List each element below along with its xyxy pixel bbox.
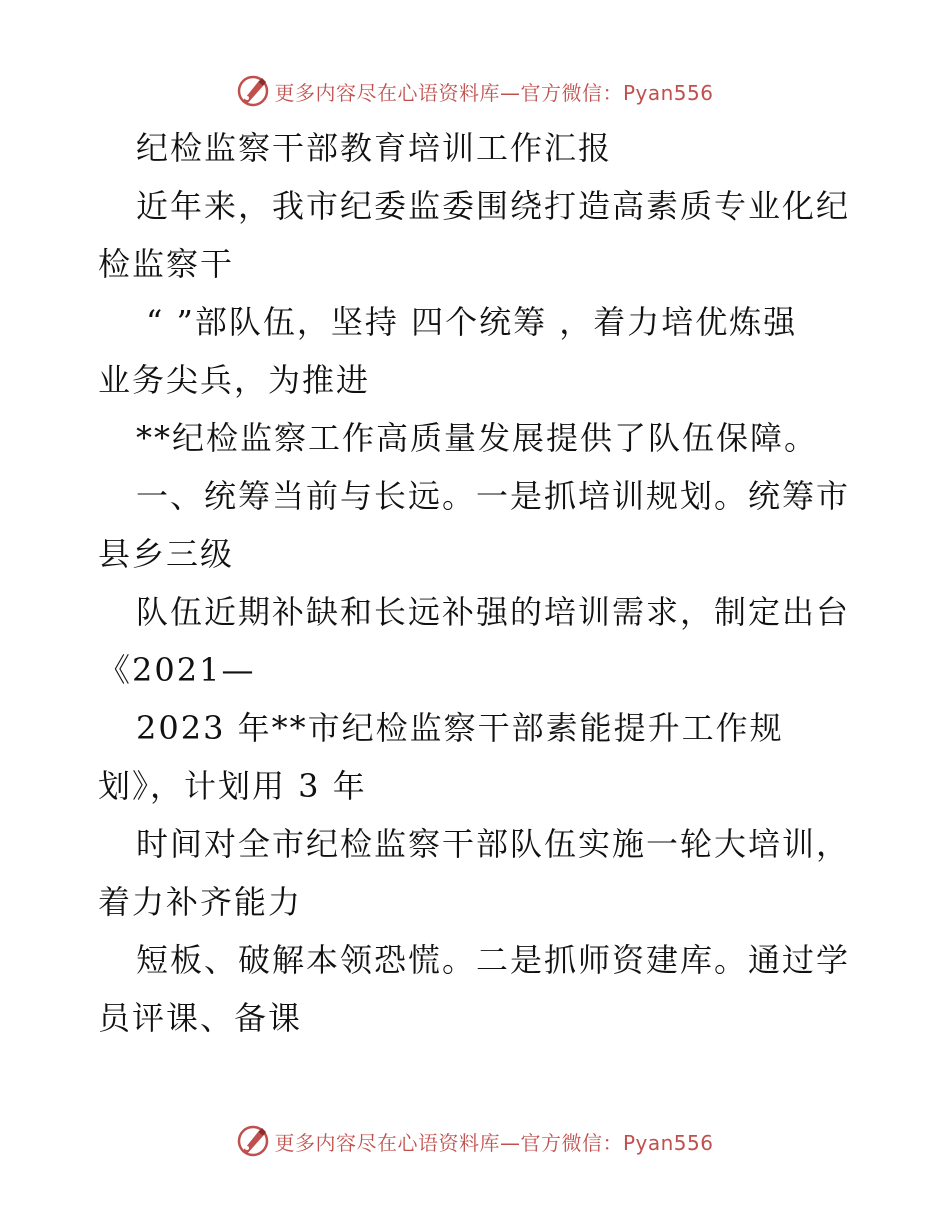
paragraph-line: 近年来，我市纪委监委围绕打造高素质专业化纪 bbox=[136, 187, 851, 225]
paragraph-line: 队伍近期补缺和长远补强的培训需求，制定出台 bbox=[136, 593, 851, 631]
paragraph-line: 一、统筹当前与长远。一是抓培训规划。统筹市 bbox=[136, 477, 851, 515]
header-watermark bbox=[0, 71, 950, 111]
paragraph-line: 时间对全市纪检监察干部队伍实施一轮大培训， bbox=[136, 825, 851, 863]
paragraph-line: 2023 年**市纪检监察干部素能提升工作规 bbox=[136, 709, 784, 747]
paragraph-line: 着力补齐能力 bbox=[98, 883, 303, 921]
paragraph-line: **纪检监察工作高质量发展提供了队伍保障。 bbox=[136, 419, 819, 457]
paragraph-line: 县乡三级 bbox=[98, 535, 235, 573]
pen-seal-icon bbox=[236, 74, 270, 108]
watermark-text: 更多内容尽在心语资料库—官方微信：Pyan556 bbox=[274, 80, 714, 105]
paragraph-line: 业务尖兵，为推进 bbox=[98, 361, 371, 399]
paragraph-line: 《2021— bbox=[98, 651, 256, 689]
document-title: 纪检监察干部教育培训工作汇报 bbox=[136, 129, 613, 167]
watermark-text: 更多内容尽在心语资料库—官方微信：Pyan556 bbox=[274, 1130, 714, 1155]
pen-seal-icon bbox=[236, 1124, 270, 1158]
paragraph-line: 短板、破解本领恐慌。二是抓师资建库。通过学 bbox=[136, 941, 851, 979]
paragraph-line: 划》，计划用 3 年 bbox=[98, 767, 367, 805]
paragraph-line: 员评课、备课 bbox=[98, 999, 303, 1037]
footer-watermark bbox=[0, 1121, 950, 1161]
paragraph-line: “ ”部队伍，坚持 四个统筹 ，着力培优炼强 bbox=[146, 303, 798, 341]
paragraph-line: 检监察干 bbox=[98, 245, 235, 283]
